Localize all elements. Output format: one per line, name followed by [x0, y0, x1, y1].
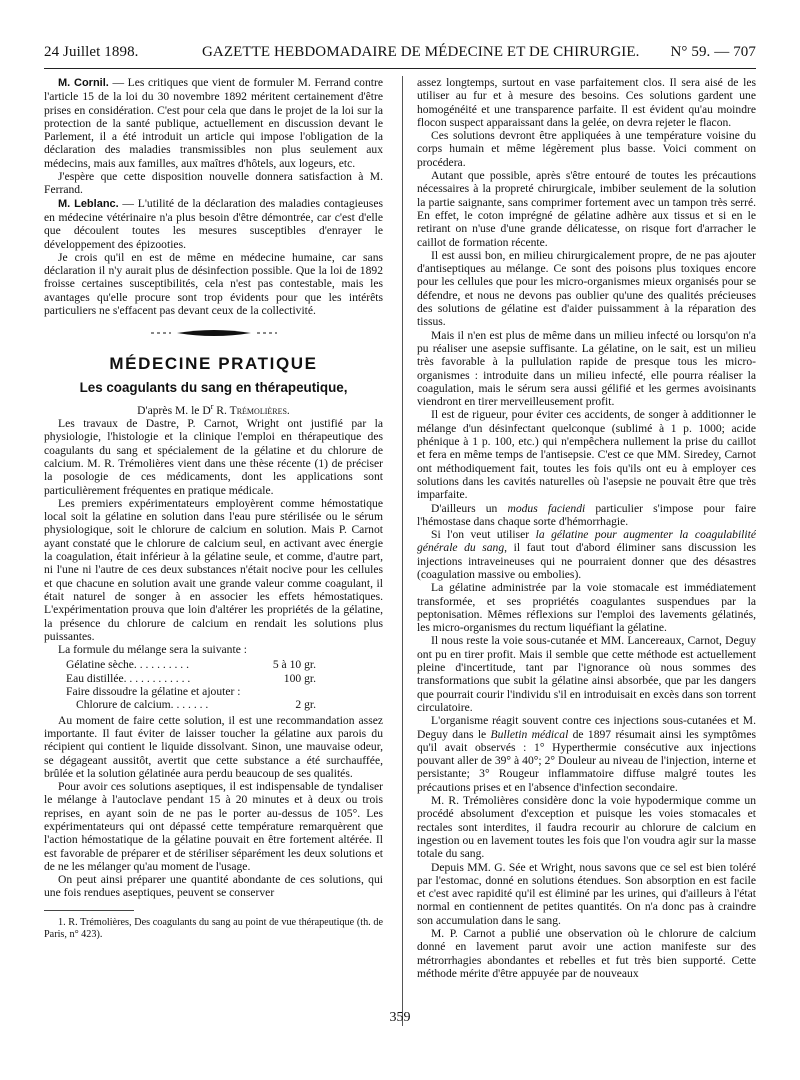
paragraph: Pour avoir ces solutions aseptiques, il est indispensable de tyndaliser le mélange à l'autoclave pendant 15 à 20 minutes et à deux ou trois reprises, en ayant soin de ne pas le porter au-dessus de 105°. Les expérimentateurs qui ont dépassé cette température remarquèrent que l'action hémostatique de la gélatine pouvait en être fortement altérée. Il est favorable de préparer et de stériliser séparément les deux solutions et de ne les mélanger qu'au moment de l'usage. — [44, 780, 383, 873]
paragraph: Je crois qu'il en est de même en médecine humaine, car sans déclaration il n'y aurait plus de désinfection possible. Que la loi de 1892 froisse certaines susceptibilités, cela n'est pas contestable, mais les avantages qu'elle procure sont trop évidents pour que les intérêts particuliers ne s'effacent pas devant ceux de la collectivité. — [44, 250, 383, 318]
paragraph: L'organisme réagit souvent contre ces injections sous-cutanées et M. Deguy dans le Bulletin médical de 1897 résumait ainsi les symptômes qu'il avait observés : 1° Hyperthermie consécutive aux injections pouvant aller de 39° à 40°; 2° Douleur au niveau de l'injection, interne et persistante; 3° Rougeur inflammatoire diffuse malgré toutes les précautions prises et en l'absence d'infection secondaire. — [417, 714, 756, 794]
formula-intro: La formule du mélange sera la suivante : — [58, 643, 247, 657]
header-rule — [44, 68, 756, 69]
byline: D'après M. le $D^r$ R. Trémolières. — [137, 401, 290, 417]
speaker-cornil: M. Cornil. — [58, 77, 109, 89]
paragraph: Il nous reste la voie sous-cutanée et MM. Lancereaux, Carnot, Deguy ont pu en tirer profit. Mais il semble que cette méthode est actuellement pleine d'incertitude, tant par l'ignorance où nous sommes des transformations que subit la gélatine ainsi absorbée, que par les dangers que pourrait courir l'individu s'il en introduisait en excès dans son torrent circulatoire. — [417, 634, 756, 714]
running-header — [44, 40, 756, 66]
paragraph-cornil: M. Cornil. — Les critiques que vient de formuler M. Ferrand contre l'article 15 de la loi du 30 novembre 1892 méritent certainement d'être prises en considération. C'est pour cela que dans le projet de la loi sur la protection de la santé publique, actuellement en discussion devant le Parlement, il a été introduit un article qui impose l'obligation de la déclaration des maladies transmissibles non plus seulement aux médecins, mais aux familles, aux maîtres d'hôtels, aux logeurs, etc. — [44, 76, 383, 170]
paragraph: Autant que possible, après s'être entouré de toutes les précautions nécessaires à la propreté chirurgicale, imbiber seulement de la solution la partie saignante, sans comprimer fortement avec un tampon très serré. En effet, le coton imprégné de gélatine adhère aux tissus et si en le retirant on n'use d'une grande délicatesse, on risque fort d'arracher le caillot de formation récente. — [417, 169, 756, 249]
footnote: 1. R. Trémolières, Des coagulants du sang au point de vue thérapeutique (th. de Paris, n° 423). — [44, 916, 383, 940]
page-number: 359 — [389, 1010, 411, 1025]
paragraph: Ces solutions devront être appliquées à une température voisine du corps humain et même légèrement plus basse. Voici comment on procédera. — [417, 129, 756, 169]
paragraph: Si l'on veut utiliser la gélatine pour augmenter la coagulabilité générale du sang, il faut tout d'abord éliminer sans discussion les injections intraveineuses qui ne pourraient donner que des désastres (coagulation massive ou embolies). — [417, 528, 756, 581]
column-divider — [402, 76, 403, 1026]
paragraph: Il est de rigueur, pour éviter ces accidents, de songer à additionner le mélange d'un désinfectant quelconque (sublimé à 1 p. 1000; acide phénique à 1 p. 100, etc.) qui n'empêchera nullement la prise du caillot et fera en même temps de l'antisepsie. C'est ce que MM. Siredey, Carnot ont méthodiquement fait, toutes les fois qu'ils ont eu à employer ces solutions dans les cavités naturelles où l'asepsie ne pouvait être que très imparfaite. — [417, 408, 756, 502]
right-column — [417, 76, 756, 1036]
header-journal-title: GAZETTE HEBDOMADAIRE DE MÉDECINE ET DE CHIRURGIE. — [202, 44, 640, 60]
header-issue-page: N° 59. — 707 — [670, 44, 756, 60]
article-title: Les coagulants du sang en thérapeutique, — [79, 379, 348, 395]
paragraph: Les travaux de Dastre, P. Carnot, Wright ont justifié par la physiologie, l'histologie et la clinique l'emploi en thérapeutique des coagulants du sang et spécialement de la gélatine et du chlorure de calcium. M. R. Trémolières vient dans une thèse récente (1) de préciser la posologie de ces médicaments, dont les applications sont particulièrement fréquentes en pratique médicale. — [44, 417, 383, 497]
header-date: 24 Juillet 1898. — [44, 44, 139, 60]
paragraph: Il est aussi bon, en milieu chirurgicalement propre, de ne pas ajouter d'antiseptiques au mélange. Ce sont des poisons plus toxiques encore pour les cellules que pour les micro-organismes mieux organisés pour se défendre, et nous ne devons pas oublier qu'une des qualités précieuses des solutions de gélatine est d'aider puissamment à la réparation des tissus. — [417, 248, 756, 329]
formula-row: Gélatine sèche. . . . . . . . . . 5 à 10 gr. — [66, 658, 316, 672]
left-column — [44, 76, 383, 1036]
formula-table — [66, 658, 383, 711]
speaker-leblanc: M. Leblanc. — [58, 197, 119, 210]
paragraph: On peut ainsi préparer une quantité abondante de ces solutions, qui une fois rendues aseptiques, peuvent se conserver — [44, 873, 383, 900]
formula-row: Eau distillée. . . . . . . . . . . . 100 gr. — [66, 671, 316, 685]
paragraph-leblanc: M. Leblanc. — L'utilité de la déclaration des maladies contagieuses en médecine vétérinaire n'a plus besoin d'être démontrée, car c'est d'elle que découlent toutes les mesures susceptibles d'enrayer le développement des épizooties. — [44, 196, 383, 251]
paragraph: J'espère que cette disposition nouvelle donnera satisfaction à M. Ferrand. — [44, 170, 383, 197]
paragraph: M. R. Trémolières considère donc la voie hypodermique comme un procédé absolument d'exception et puisque les voies stomacales et rectales sont interdites, il faudra recourir au chlorure de calcium en ingestion ou en lavement toutes les fois que l'on voudra agir sur la masse totale du sang. — [417, 794, 756, 861]
footnote-rule — [44, 910, 134, 911]
formula-row: Faire dissoudre la gélatine et ajouter : — [66, 685, 241, 699]
paragraph: Mais il n'en est plus de même dans un milieu infecté ou lorsqu'on n'a pu réaliser une asepsie suffisante. La gélatine, on le sait, est un milieu très favorable à la pullulation rapide de presque tous les micro-organismes : introduite dans un milieu infecté, elle pourra réaliser la coagulation, mais le sérum sera aussi gélifié et les germes avoisinants viendront en tirer merveilleusement profit. — [417, 328, 756, 409]
paragraph: Depuis MM. G. Sée et Wright, nous savons que ce sel est bien toléré par l'estomac, donné en solutions étendues. Son absorption en est facile et c'est avec rapidité qu'il est éliminé par les urines, qui d'ailleurs à l'état normal en contiennent de petites quantités. On n'a donc pas à craindre son accumulation dans le sang. — [417, 860, 756, 927]
section-ornament — [44, 323, 383, 349]
paragraph: La gélatine administrée par la voie stomacale est immédiatement transformée, et ses propriétés coagulantes suspendues par la peptonisation. Mêmes réflexions sur l'emploi des lavements gélatinés, les micro-organismes du rectum liquéfiant la gélatine. — [417, 581, 756, 635]
paragraph: M. P. Carnot a publié une observation où le chlorure de calcium donné en lavement parut avoir une action manifeste sur des métrorrhagies abondantes et rebelles et fut très bien supporté. Cette méthode mérite d'être appuyée par de nouveaux — [417, 927, 756, 980]
paragraph: Les premiers expérimentateurs employèrent comme hémostatique local soit la gélatine en solution dans l'eau pure stérilisée ou le sérum physiologique, soit le chlorure de calcium en solution. Mais P. Carnot ayant constaté que le chlorure de calcium seul, en activant avec énergie la coagulation, était inférieur à la gélatine seule, et comme, d'autre part, ni l'une ni l'autre de ces deux substances n'était nocive pour les cellules et que chacune en solution avait une grande valeur comme coagulant, il était naturel de songer à en associer les effets hémostatiques. L'expérimentation prouva que loin d'altérer les propriétés de la gélatine, la présence du chlorure de calcium en rendait les solutions plus puissantes. — [44, 496, 383, 643]
formula-row: Chlorure de calcium. . . . . . . 2 gr. — [76, 698, 316, 712]
paragraph: Au moment de faire cette solution, il est une recommandation assez importante. Il faut éviter de laisser toucher la gélatine aux parois du récipient qui contient le liquide dissolvant. Sinon, une mauvaise odeur, se dégageant aussitôt, avertit que cette substance a été surchauffée, brûlée et la solution gélatinée aura perdu beaucoup de ses qualités. — [44, 713, 383, 780]
section-title: MÉDECINE PRATIQUE — [109, 354, 318, 374]
paragraph: assez longtemps, surtout en vase parfaitement clos. Il sera aisé de les utiliser au fur et à mesure des besoins. Ces solutions gardent une homogénéité et une transparence parfaite. Il est évident qu'au moindre flocon suspect apparaissant dans la gelée, on devra rejeter le flacon. — [417, 76, 756, 129]
paragraph: D'ailleurs un modus faciendi particulier s'impose pour faire l'hémostase dans chaque sorte d'hémorrhagie. — [417, 501, 756, 528]
